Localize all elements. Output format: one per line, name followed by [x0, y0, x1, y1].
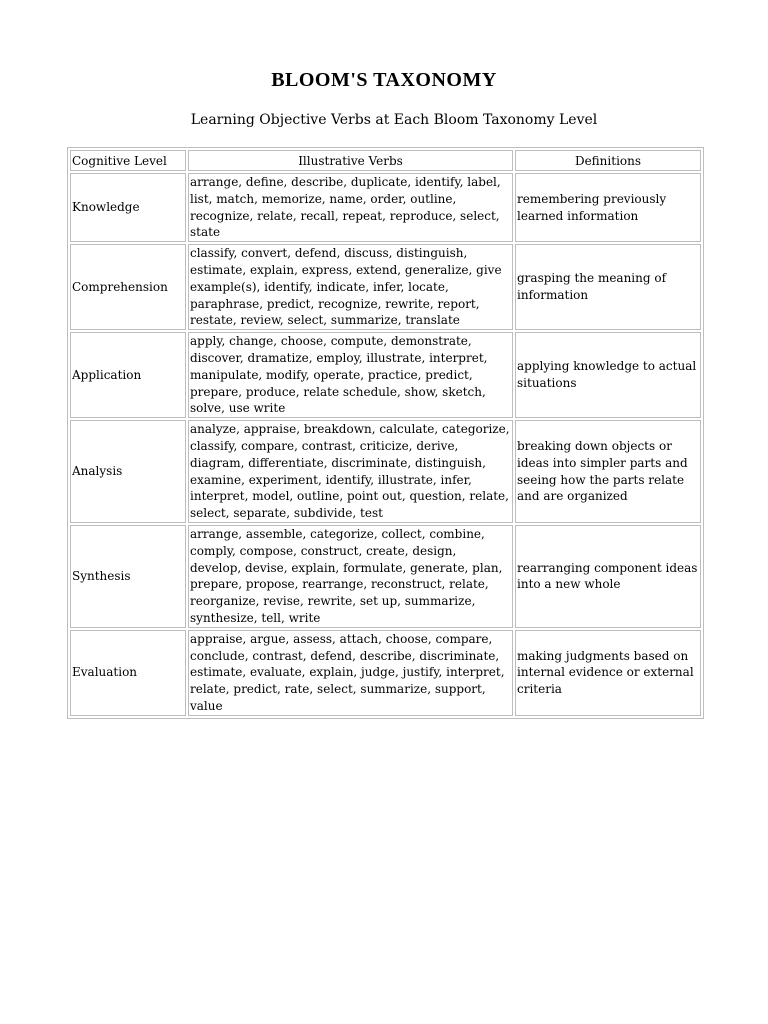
table-row — [70, 630, 701, 716]
header-definitions: Definitions — [515, 150, 701, 171]
definition-cell: breaking down objects or ideas into simpler parts and seeing how the parts relate and are organized — [515, 420, 701, 523]
verbs-cell: arrange, assemble, categorize, collect, combine, comply, compose, construct, create, design, develop, devise, explain, formulate, generate, plan, prepare, propose, rearrange, reconstruct, relate, reorganize, revise, rewrite, set up, summarize, synthesize, tell, write — [188, 525, 513, 628]
cognitive-level-cell: Comprehension — [70, 244, 186, 330]
header-cognitive-level: Cognitive Level — [70, 150, 186, 171]
definition-cell: making judgments based on internal evidence or external criteria — [515, 630, 701, 716]
definition-cell: grasping the meaning of information — [515, 244, 701, 330]
header-illustrative-verbs: Illustrative Verbs — [188, 150, 513, 171]
verbs-cell: classify, convert, defend, discuss, distinguish, estimate, explain, express, extend, generalize, give example(s), identify, indicate, infer, locate, paraphrase, predict, recognize, rewrite, report, restate, review, select, summarize, translate — [188, 244, 513, 330]
cognitive-level-cell: Analysis — [70, 420, 186, 523]
cognitive-level-cell: Evaluation — [70, 630, 186, 716]
cognitive-level-cell: Knowledge — [70, 173, 186, 242]
table-row — [70, 244, 701, 330]
verbs-cell: analyze, appraise, breakdown, calculate, categorize, classify, compare, contrast, criticize, derive, diagram, differentiate, discriminate, distinguish, examine, experiment, identify, illustrate, infer, interpret, model, outline, point out, question, relate, select, separate, subdivide, test — [188, 420, 513, 523]
definition-cell: remembering previously learned information — [515, 173, 701, 242]
cognitive-level-cell: Application — [70, 332, 186, 418]
table-row — [70, 420, 701, 523]
table-row — [70, 332, 701, 418]
definition-cell: applying knowledge to actual situations — [515, 332, 701, 418]
table-row — [70, 525, 701, 628]
taxonomy-table — [67, 147, 704, 719]
verbs-cell: appraise, argue, assess, attach, choose, compare, conclude, contrast, defend, describe, discriminate, estimate, evaluate, explain, judge, justify, interpret, relate, predict, rate, select, summarize, support, value — [188, 630, 513, 716]
verbs-cell: arrange, define, describe, duplicate, identify, label, list, match, memorize, name, order, outline, recognize, relate, recall, repeat, reproduce, select, state — [188, 173, 513, 242]
table-header-row — [70, 150, 701, 171]
table-row — [70, 173, 701, 242]
cognitive-level-cell: Synthesis — [70, 525, 186, 628]
verbs-cell: apply, change, choose, compute, demonstrate, discover, dramatize, employ, illustrate, interpret, manipulate, modify, operate, practice, predict, prepare, produce, relate schedule, show, sketch, solve, use write — [188, 332, 513, 418]
definition-cell: rearranging component ideas into a new whole — [515, 525, 701, 628]
document-subtitle: Learning Objective Verbs at Each Bloom Taxonomy Level — [190, 112, 598, 128]
document-title: BLOOM'S TAXONOMY — [271, 69, 497, 91]
